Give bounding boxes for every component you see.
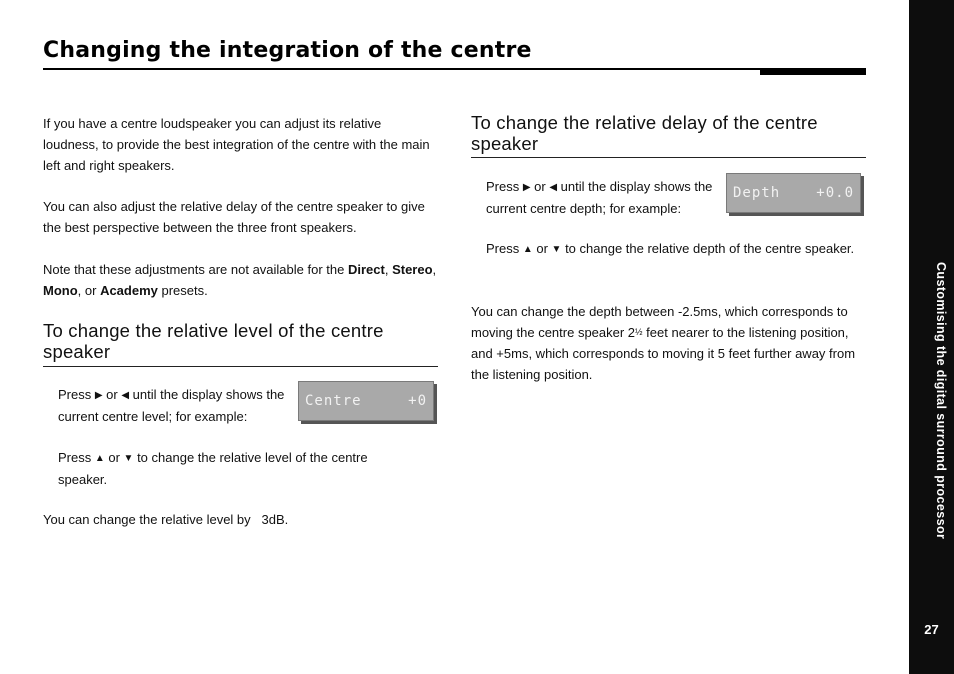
delay-section-heading: To change the relative delay of the centre speaker bbox=[471, 112, 818, 154]
display-value: +0.0 bbox=[816, 185, 854, 201]
level-heading-rule bbox=[43, 366, 438, 367]
level-section-heading: To change the relative level of the centre speaker bbox=[43, 320, 384, 362]
page-number: 27 bbox=[924, 622, 939, 637]
delay-heading-rule bbox=[471, 157, 866, 158]
side-tab-label: Customising the digital surround processor bbox=[934, 262, 948, 540]
down-arrow-icon: ▼ bbox=[123, 453, 134, 464]
up-arrow-icon: ▲ bbox=[522, 244, 533, 255]
preset-mono: Mono bbox=[43, 283, 78, 298]
preset-direct: Direct bbox=[347, 262, 385, 277]
down-arrow-icon: ▼ bbox=[551, 244, 562, 255]
fraction-half: ½ bbox=[635, 327, 643, 337]
intro-paragraph-2: You can also adjust the relative delay of the centre speaker to give the best perspective between the three front speakers. bbox=[43, 199, 425, 235]
page-title: Changing the integration of the centre bbox=[43, 38, 532, 63]
delay-step-2: Press ▲ or ▼ to change the relative depth of the centre speaker. bbox=[486, 241, 855, 256]
level-step-1: Press ▶ or ◀ until the display shows the current centre level; for example: bbox=[58, 387, 285, 424]
centre-depth-display bbox=[726, 173, 861, 213]
preset-academy: Academy bbox=[100, 283, 158, 298]
up-arrow-icon: ▲ bbox=[94, 453, 105, 464]
left-arrow-icon: ◀ bbox=[121, 390, 130, 401]
display-value: +0 bbox=[408, 393, 427, 409]
level-step-2: Press ▲ or ▼ to change the relative level of the centre speaker. bbox=[58, 450, 368, 487]
delay-step-1: Press ▶ or ◀ until the display shows the current centre depth; for example: bbox=[486, 179, 713, 216]
centre-level-display bbox=[298, 381, 434, 421]
title-accent-bar bbox=[760, 68, 866, 75]
left-arrow-icon: ◀ bbox=[549, 182, 558, 193]
preset-stereo: Stereo bbox=[392, 262, 433, 277]
level-range-text: You can change the relative level by 3dB. bbox=[43, 512, 289, 527]
intro-paragraph-1: If you have a centre loudspeaker you can adjust its relative loudness, to provide the best integration of the centre with the main left and right speakers. bbox=[43, 116, 430, 173]
right-arrow-icon: ▶ bbox=[94, 390, 103, 401]
display-label: Depth bbox=[733, 185, 781, 201]
presets-note: Note that these adjustments are not available for the Direct, Stereo, Mono, or Academy presets. bbox=[43, 262, 437, 298]
delay-range-text: You can change the depth between -2.5ms, which corresponds to moving the centre speaker 2½ feet nearer to the listening position, and +5ms, which corresponds to moving it 5 feet further away from the listening position. bbox=[471, 304, 856, 382]
title-rule bbox=[43, 68, 866, 70]
display-label: Centre bbox=[305, 393, 362, 409]
right-arrow-icon: ▶ bbox=[522, 182, 531, 193]
